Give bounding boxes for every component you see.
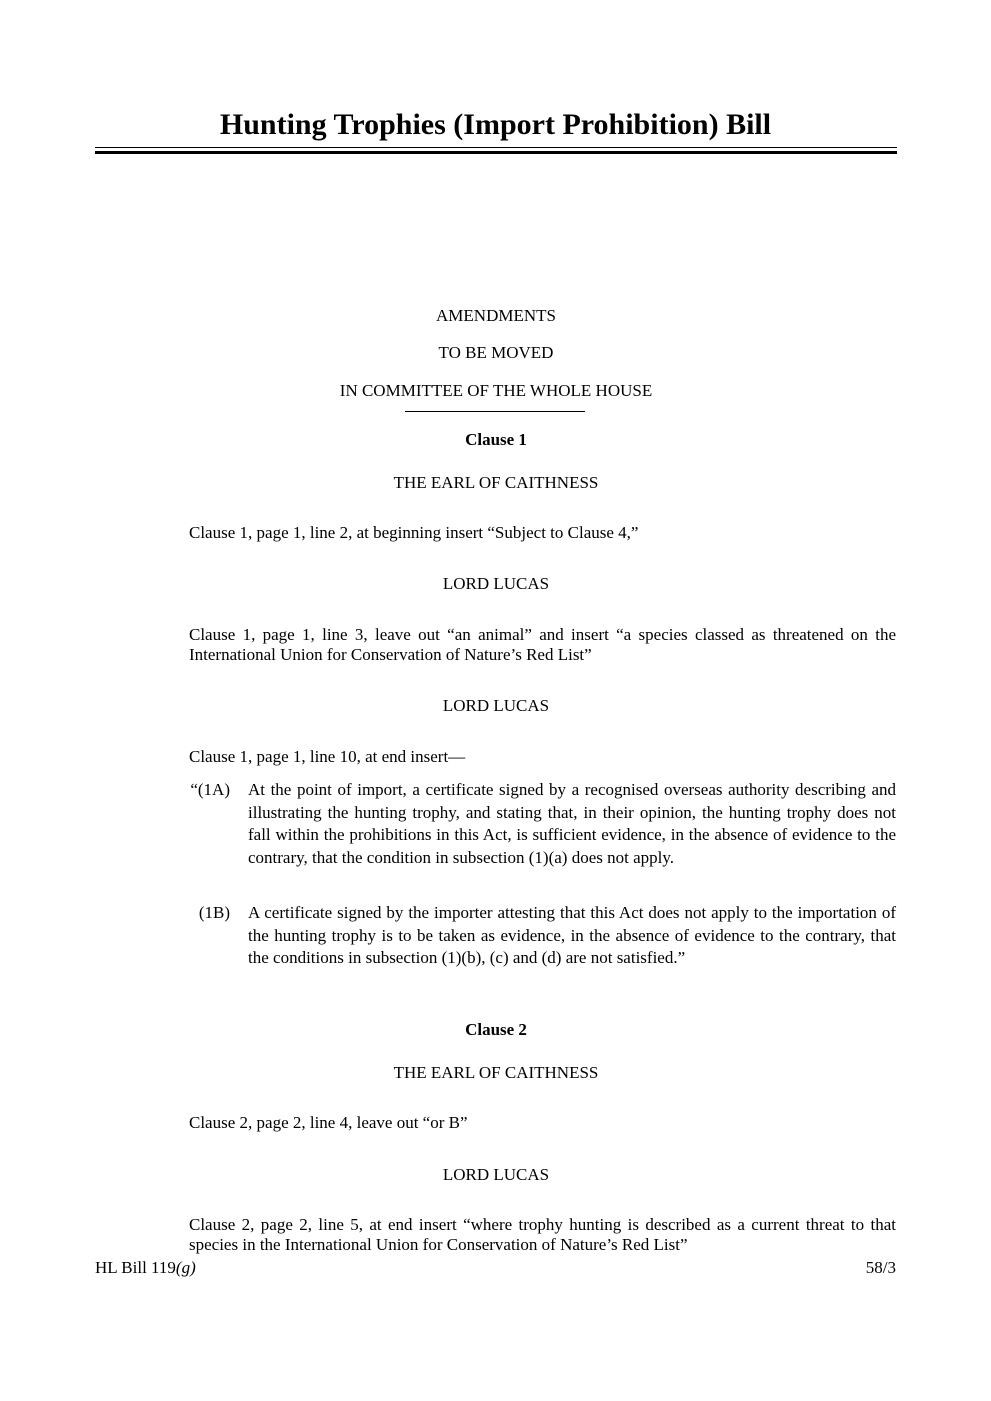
mover-name: LORD LUCAS [442, 696, 550, 715]
bill-suffix: (g) [175, 1258, 196, 1277]
mover-name: LORD LUCAS [442, 574, 550, 593]
heading-rule [405, 411, 585, 412]
amendment-text: Clause 1, page 1, line 2, at beginning insert “Subject to Clause 4,” [189, 523, 639, 542]
subsection-text: At the point of import, a certificate signed by a recognised overseas authority describing and illustrating the hunting trophy, and stating that, in their opinion, the hunting trophy does not fall within the prohibitions in this Act, is sufficient evidence, in the absence of evidence to the contrary, that the condition in subsection (1)(a) does not apply. [248, 780, 896, 867]
amendment-text: Clause 2, page 2, line 5, at end insert “where trophy hunting is described as a current threat to that species in the International Union for Conservation of Nature’s Red List” [189, 1215, 896, 1254]
heading-to-be-moved: TO BE MOVED [438, 343, 554, 362]
title-rule-thin [95, 147, 897, 148]
heading-amendments: AMENDMENTS [436, 306, 556, 325]
subsection-1a [170, 779, 896, 869]
subsection-label: (1B) [198, 903, 230, 922]
subsection-text: A certificate signed by the importer attesting that this Act does not apply to the importation of the hunting trophy is to be taken as evidence, in the absence of evidence to the contrary, that the conditions in subsection (1)(b), (c) and (d) are not satisfied.” [248, 903, 896, 967]
subsection-label: “(1A) [190, 780, 230, 799]
footer-bill-number [95, 1258, 196, 1278]
title-rule-thick [95, 151, 897, 154]
mover-name: LORD LUCAS [442, 1165, 550, 1184]
heading-committee: IN COMMITTEE OF THE WHOLE HOUSE [339, 381, 653, 400]
amendment-text: Clause 1, page 1, line 10, at end insert— [189, 747, 466, 766]
clause-2-heading: Clause 2 [465, 1020, 527, 1039]
amendment-text: Clause 1, page 1, line 3, leave out “an animal” and insert “a species classed as threatened on the International Union for Conservation of Nature’s Red List” [189, 625, 896, 664]
mover-name: THE EARL OF CAITHNESS [393, 473, 599, 492]
page-title: Hunting Trophies (Import Prohibition) Bill [219, 108, 772, 141]
bill-number: HL Bill 119 [95, 1258, 176, 1277]
clause-1-heading: Clause 1 [465, 430, 527, 449]
subsection-1b [170, 902, 896, 970]
amendment-text: Clause 2, page 2, line 4, leave out “or B” [189, 1113, 468, 1132]
footer-ref: 58/3 [865, 1258, 896, 1277]
mover-name: THE EARL OF CAITHNESS [393, 1063, 599, 1082]
